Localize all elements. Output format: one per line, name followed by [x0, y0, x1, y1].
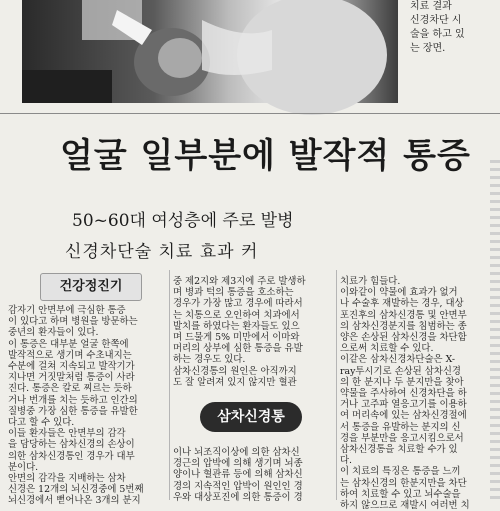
caption-line: 신경차단 시: [410, 15, 462, 26]
column-divider: [169, 270, 170, 500]
section-label: 건강정진기: [40, 273, 142, 301]
text-line: 이 통증은 대부분 얼굴 한쪽에: [8, 338, 129, 350]
text-line: 감자기 안면부에 극심한 통증: [8, 305, 126, 316]
text-line: 다.: [340, 455, 353, 467]
text-line: 이나 뇌조직이상에 의한 삼차신: [173, 447, 300, 458]
text-line: 이같은 삼차신경차단술은 X-: [340, 354, 456, 366]
text-line: 중 제2지와 제3지에 주로 발생하: [173, 276, 306, 287]
text-line: 경우가 가장 많고 경우에 따라서: [173, 298, 303, 310]
text-line: 의 삼차신경분지를 침범하는 종: [340, 320, 467, 332]
text-line: 치료가 힘들다.: [340, 276, 401, 287]
text-line: 경근의 압박에 의해 생기며 뇌종: [173, 458, 303, 470]
text-line: 질병중 가장 심한 통증을 유발한: [8, 405, 138, 417]
text-line: 뇌신경에서 뻗어나온 3개의 분지: [8, 495, 141, 507]
text-line: 도 잘 알려져 있지 않지만 혈관: [173, 376, 297, 388]
text-line: 거나 고주파 열응고기를 이용하: [340, 399, 467, 411]
text-line: 경을 부분만을 응고시킴으로서: [340, 432, 464, 444]
text-line: 하는 경우도 있다.: [173, 354, 246, 366]
callout-label: 삼차신경통: [200, 402, 302, 432]
article-column-1: [8, 305, 168, 507]
text-line: 신경은 12개의 뇌신경중에 5번째: [8, 484, 144, 496]
text-line: 우와 대상포진에 의한 통증이 경: [173, 491, 303, 503]
text-line: 며 병과 턱의 통증을 호소하는: [173, 287, 294, 299]
text-line: 머리의 상부에 심한 통증을 유발: [173, 343, 303, 355]
text-line: 는 치통으로 오인하여 치과에서: [173, 309, 300, 321]
text-line: 이와같이 약물에 효과가 없거: [340, 287, 458, 299]
text-line: 거나 번개를 치는 듯하고 인간의: [8, 394, 138, 406]
text-line: 양이나 혈관류 등에 의해 삼차신: [173, 469, 303, 481]
subheadline: 신경차단술 치료 효과 커: [65, 242, 259, 262]
text-line: 며 드물게 5% 미만에서 이마와: [173, 332, 300, 344]
text-line: 이들 환자들은 안면부의 감각: [8, 428, 126, 440]
subheadline: 50~60대 여성층에 주로 발병: [72, 211, 294, 231]
article-column-3: [340, 276, 500, 511]
text-line: 지나면 거짓말처럼 통증이 사라: [8, 372, 135, 384]
column-divider: [336, 270, 337, 500]
text-line: 분이다.: [8, 461, 39, 473]
text-line: 포진후의 삼차신경통 및 안면부: [340, 309, 467, 321]
text-line: 수분에 걸쳐 지속되고 발작기가: [8, 361, 135, 373]
text-line: 경의 지속적인 압박이 원인인 경: [173, 480, 303, 492]
text-line: 의한 삼차신경통인 경우가 대부: [8, 450, 135, 462]
text-line: 삼차신경통을 치료할 수가 있: [340, 444, 458, 456]
text-line: 발치를 하였다는 환자들도 있으: [173, 320, 300, 332]
text-line: 다고 할 수 있다.: [8, 417, 75, 429]
text-line: 삼차신경통의 원인은 아직까지: [173, 365, 297, 377]
caption-line: 는 장면.: [410, 43, 446, 54]
article-column-2: [173, 276, 338, 388]
text-line: ray투시기로 손상된 삼차신경: [340, 365, 461, 377]
caption-line: 치료 결과: [410, 1, 452, 12]
text-line: 진다. 통증은 칼로 찌르는 듯하: [8, 383, 132, 395]
text-line: 을 담당하는 삼차신경의 손상이: [8, 439, 135, 451]
text-line: 이 있다고 하며 병원을 방문하는: [8, 316, 138, 328]
text-line: 약물을 주사하여 신경차단을 하: [340, 388, 467, 400]
divider: [0, 113, 500, 114]
text-line: 하지 않으므로 재발시 여러번 치: [340, 500, 470, 511]
treatment-photo: [22, 0, 398, 103]
text-line: 발작적으로 생기며 수초내지는: [8, 349, 132, 361]
photo-caption: [410, 0, 490, 56]
article-column-2-lower: [173, 447, 338, 503]
text-line: 여 머리속에 있는 삼차신경절에: [340, 410, 467, 422]
headline: 얼굴 일부분에 발작적 통증: [60, 136, 471, 176]
text-line: 양은 손상된 삼차신경을 차단함: [340, 332, 467, 344]
text-line: 나 수술후 재발하는 경우, 대상: [340, 298, 464, 310]
text-line: 는 삼차신경의 한분지만을 차단: [340, 477, 467, 489]
text-line: 하여 치료할 수 있고 뇌수술을: [340, 488, 461, 500]
caption-line: 술을 하고 있: [410, 29, 465, 40]
text-line: 중년의 환자들이 있다.: [8, 327, 99, 339]
text-line: 안면의 감각을 지배하는 삼차: [8, 473, 126, 485]
text-line: 서 통증을 유발하는 분지의 신: [340, 421, 461, 433]
text-line: 으로써 치료할 수 있다.: [340, 343, 434, 355]
text-line: 의 한 분지나 두 분지만을 찾아: [340, 376, 464, 388]
text-line: 이 치료의 특징은 통증을 느끼: [340, 466, 461, 478]
